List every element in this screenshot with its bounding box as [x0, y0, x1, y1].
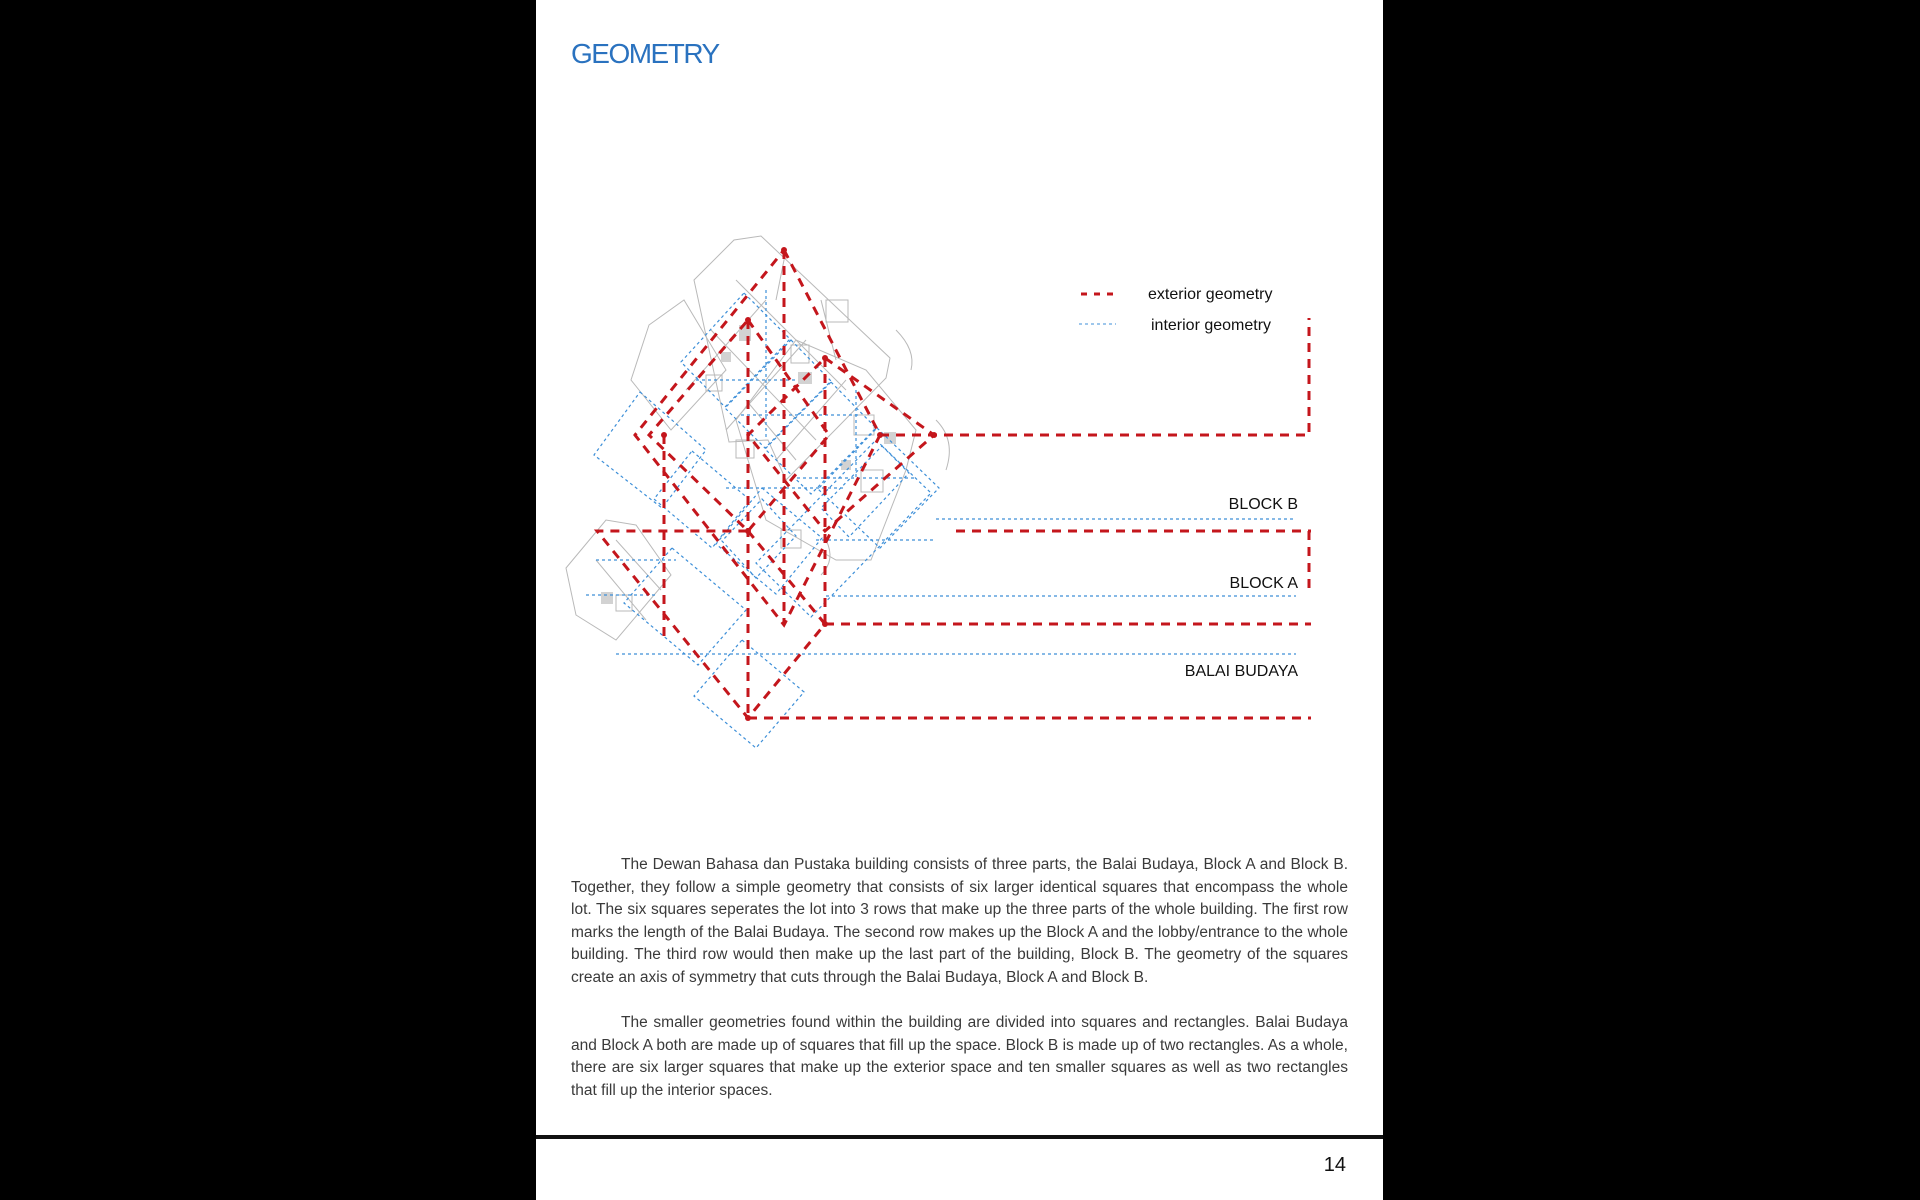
interior-square: [624, 548, 746, 665]
geometry-diagram: [536, 0, 1383, 760]
interior-square: [725, 340, 831, 448]
balai-budaya-plan: [566, 520, 671, 640]
block-b-label: BLOCK B: [1228, 496, 1298, 513]
interior-square: [594, 392, 706, 508]
body-paragraph: The smaller geometries found within the building are divided into squares and rectangles. Balai Budaya and Block A both are made up of squares that fill up the space. Block B is made up of two rectangles. As a whole, there are six larger squares that make up the exterior space and ten smaller squares as well as two rectangles that fill up the interior spaces.: [571, 1014, 1348, 1099]
footer-rule: [536, 1135, 1383, 1139]
legend-interior-label: interior geometry: [1151, 317, 1272, 334]
exterior-square: [748, 358, 934, 531]
exterior-square: [597, 531, 825, 718]
lobby-plan: [631, 300, 726, 430]
block-a-label: BLOCK A: [1229, 575, 1298, 592]
page-title: GEOMETRY: [571, 38, 719, 69]
body-text: [571, 854, 1348, 1125]
balai-budaya-label: BALAI BUDAYA: [1184, 663, 1298, 680]
legend-exterior-label: exterior geometry: [1148, 286, 1273, 303]
document-page: [536, 0, 1383, 1200]
diagram-legend: [1079, 286, 1273, 334]
body-paragraph: The Dewan Bahasa dan Pustaka building consists of three parts, the Balai Budaya, Block A and Block B. Together, they follow a simple geometry that consists of six larger identical squares that encompass the whole lot. The six squares seperates the lot into 3 rows that make up the three parts of the whole building. The first row marks the length of the Balai Budaya. The second row makes up the Block A and the lobby/entrance to the whole building. The third row would then make up the last part of the building, Block B. The geometry of the squares create an axis of symmetry that cuts through the Balai Budaya, Block A and Block B.: [571, 856, 1348, 986]
page-number: 14: [1323, 1154, 1346, 1176]
interior-square: [765, 382, 876, 494]
